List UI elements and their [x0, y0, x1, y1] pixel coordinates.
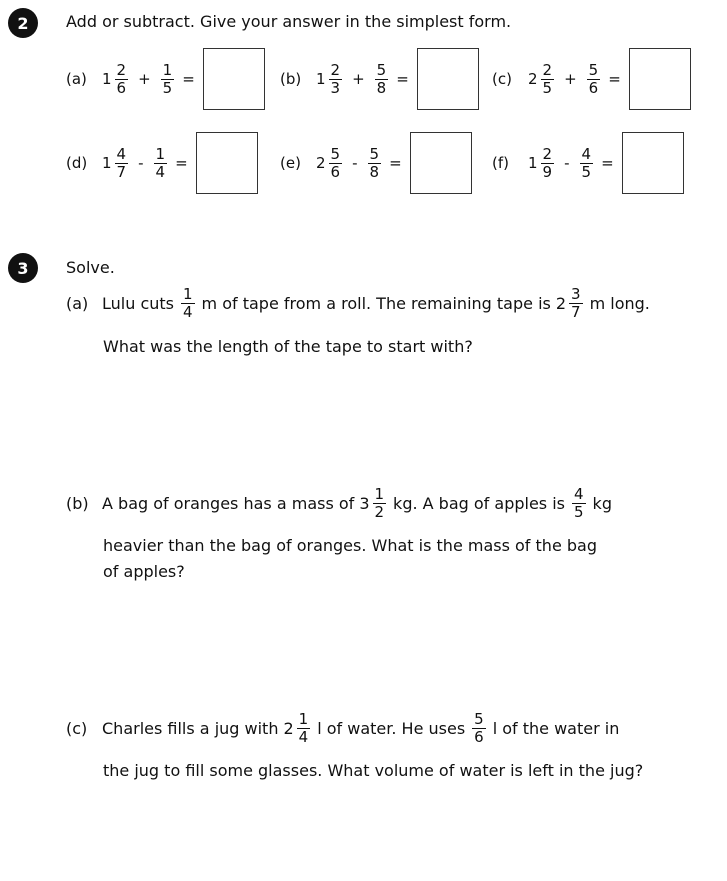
fraction [572, 487, 586, 520]
equals-sign: = [601, 154, 614, 172]
denominator: 9 [542, 162, 553, 181]
problem-2e [280, 132, 472, 194]
denominator: 5 [581, 162, 592, 181]
fraction [569, 287, 583, 320]
equals-sign: = [389, 154, 402, 172]
problem-text: kg. A bag of apples is [393, 494, 565, 513]
problem-label: (a) [66, 70, 87, 88]
numerator: 5 [369, 144, 380, 163]
fraction [115, 60, 129, 97]
question-instruction: Add or subtract. Give your answer in the simplest form. [66, 12, 512, 31]
fraction [580, 144, 594, 181]
problem-text: l of the water in [492, 719, 620, 738]
denominator: 7 [116, 162, 127, 181]
problem-3a-line1 [66, 287, 650, 320]
numerator: 1 [183, 285, 193, 303]
whole-number: 1 [102, 154, 112, 172]
problem-3c-line2: the jug to fill some glasses. What volume of water is left in the jug? [103, 761, 644, 780]
denominator: 6 [330, 162, 341, 181]
numerator: 5 [474, 710, 484, 728]
fraction [541, 60, 555, 97]
operator: - [352, 154, 358, 172]
numerator: 5 [330, 144, 341, 163]
problem-3b-line2: heavier than the bag of oranges. What is the mass of the bag [103, 536, 597, 555]
equals-sign: = [608, 70, 621, 88]
denominator: 6 [474, 728, 484, 746]
operator: + [138, 70, 151, 88]
denominator: 4 [155, 162, 166, 181]
operator: + [564, 70, 577, 88]
numerator: 1 [298, 710, 309, 728]
problem-text: l of water. He uses [317, 719, 466, 738]
fraction [115, 144, 129, 181]
problem-label: (f) [492, 154, 509, 172]
problem-label: (a) [66, 294, 89, 313]
problem-2a [66, 48, 265, 110]
question-number-badge: 3 [8, 253, 38, 283]
denominator: 2 [374, 503, 385, 521]
problem-text: kg [592, 494, 612, 513]
whole-number: 1 [528, 154, 538, 172]
fraction [368, 144, 382, 181]
question-instruction: Solve. [66, 258, 115, 277]
operator: - [564, 154, 570, 172]
fraction [297, 712, 311, 745]
problem-2f [492, 132, 684, 194]
fraction [373, 487, 387, 520]
whole-number: 1 [316, 70, 326, 88]
problem-label: (b) [280, 70, 302, 88]
fraction [329, 144, 343, 181]
answer-box[interactable] [203, 48, 265, 110]
fraction [472, 712, 486, 745]
problem-text: Lulu cuts [102, 294, 174, 313]
whole-number: 2 [283, 719, 294, 738]
problem-2c [492, 48, 691, 110]
problem-label: (e) [280, 154, 301, 172]
denominator: 4 [298, 728, 309, 746]
equals-sign: = [182, 70, 195, 88]
numerator: 4 [116, 144, 127, 163]
whole-number: 2 [316, 154, 326, 172]
denominator: 5 [542, 78, 553, 97]
numerator: 2 [542, 60, 553, 79]
denominator: 6 [116, 78, 127, 97]
numerator: 3 [571, 285, 581, 303]
denominator: 5 [574, 503, 584, 521]
problem-3a-line2: What was the length of the tape to start with? [103, 337, 473, 356]
operator: - [138, 154, 144, 172]
denominator: 3 [330, 78, 341, 97]
numerator: 1 [155, 144, 166, 163]
fraction [541, 144, 555, 181]
answer-box[interactable] [196, 132, 258, 194]
fraction [329, 60, 343, 97]
whole-number: 2 [528, 70, 538, 88]
denominator: 6 [588, 78, 599, 97]
problem-3b-line1 [66, 487, 612, 520]
answer-box[interactable] [410, 132, 472, 194]
equals-sign: = [175, 154, 188, 172]
numerator: 5 [588, 60, 599, 79]
question-number-badge: 2 [8, 8, 38, 38]
numerator: 4 [574, 485, 584, 503]
problem-label: (b) [66, 494, 89, 513]
fraction [181, 287, 195, 320]
numerator: 1 [162, 60, 173, 79]
numerator: 5 [376, 60, 387, 79]
problem-label: (c) [66, 719, 88, 738]
answer-box[interactable] [622, 132, 684, 194]
whole-number: 1 [102, 70, 112, 88]
equals-sign: = [396, 70, 409, 88]
problem-label: (c) [492, 70, 512, 88]
denominator: 5 [162, 78, 173, 97]
problem-text: m long. [589, 294, 650, 313]
answer-box[interactable] [629, 48, 691, 110]
problem-2d [66, 132, 258, 194]
problem-2b [280, 48, 479, 110]
denominator: 4 [183, 303, 193, 321]
problem-text: A bag of oranges has a mass of [102, 494, 355, 513]
problem-text: m of tape from a roll. The remaining tape is [201, 294, 551, 313]
numerator: 4 [581, 144, 592, 163]
numerator: 2 [330, 60, 341, 79]
denominator: 8 [369, 162, 380, 181]
answer-box[interactable] [417, 48, 479, 110]
fraction [154, 144, 168, 181]
numerator: 1 [374, 485, 385, 503]
fraction [375, 60, 389, 97]
numerator: 2 [116, 60, 127, 79]
numerator: 2 [542, 144, 553, 163]
fraction [161, 60, 175, 97]
denominator: 8 [376, 78, 387, 97]
fraction [587, 60, 601, 97]
problem-label: (d) [66, 154, 88, 172]
whole-number: 3 [359, 494, 370, 513]
denominator: 7 [571, 303, 581, 321]
problem-text: Charles fills a jug with [102, 719, 279, 738]
whole-number: 2 [555, 294, 567, 313]
problem-3b-line3: of apples? [103, 562, 185, 581]
problem-3c-line1 [66, 712, 619, 745]
operator: + [352, 70, 365, 88]
